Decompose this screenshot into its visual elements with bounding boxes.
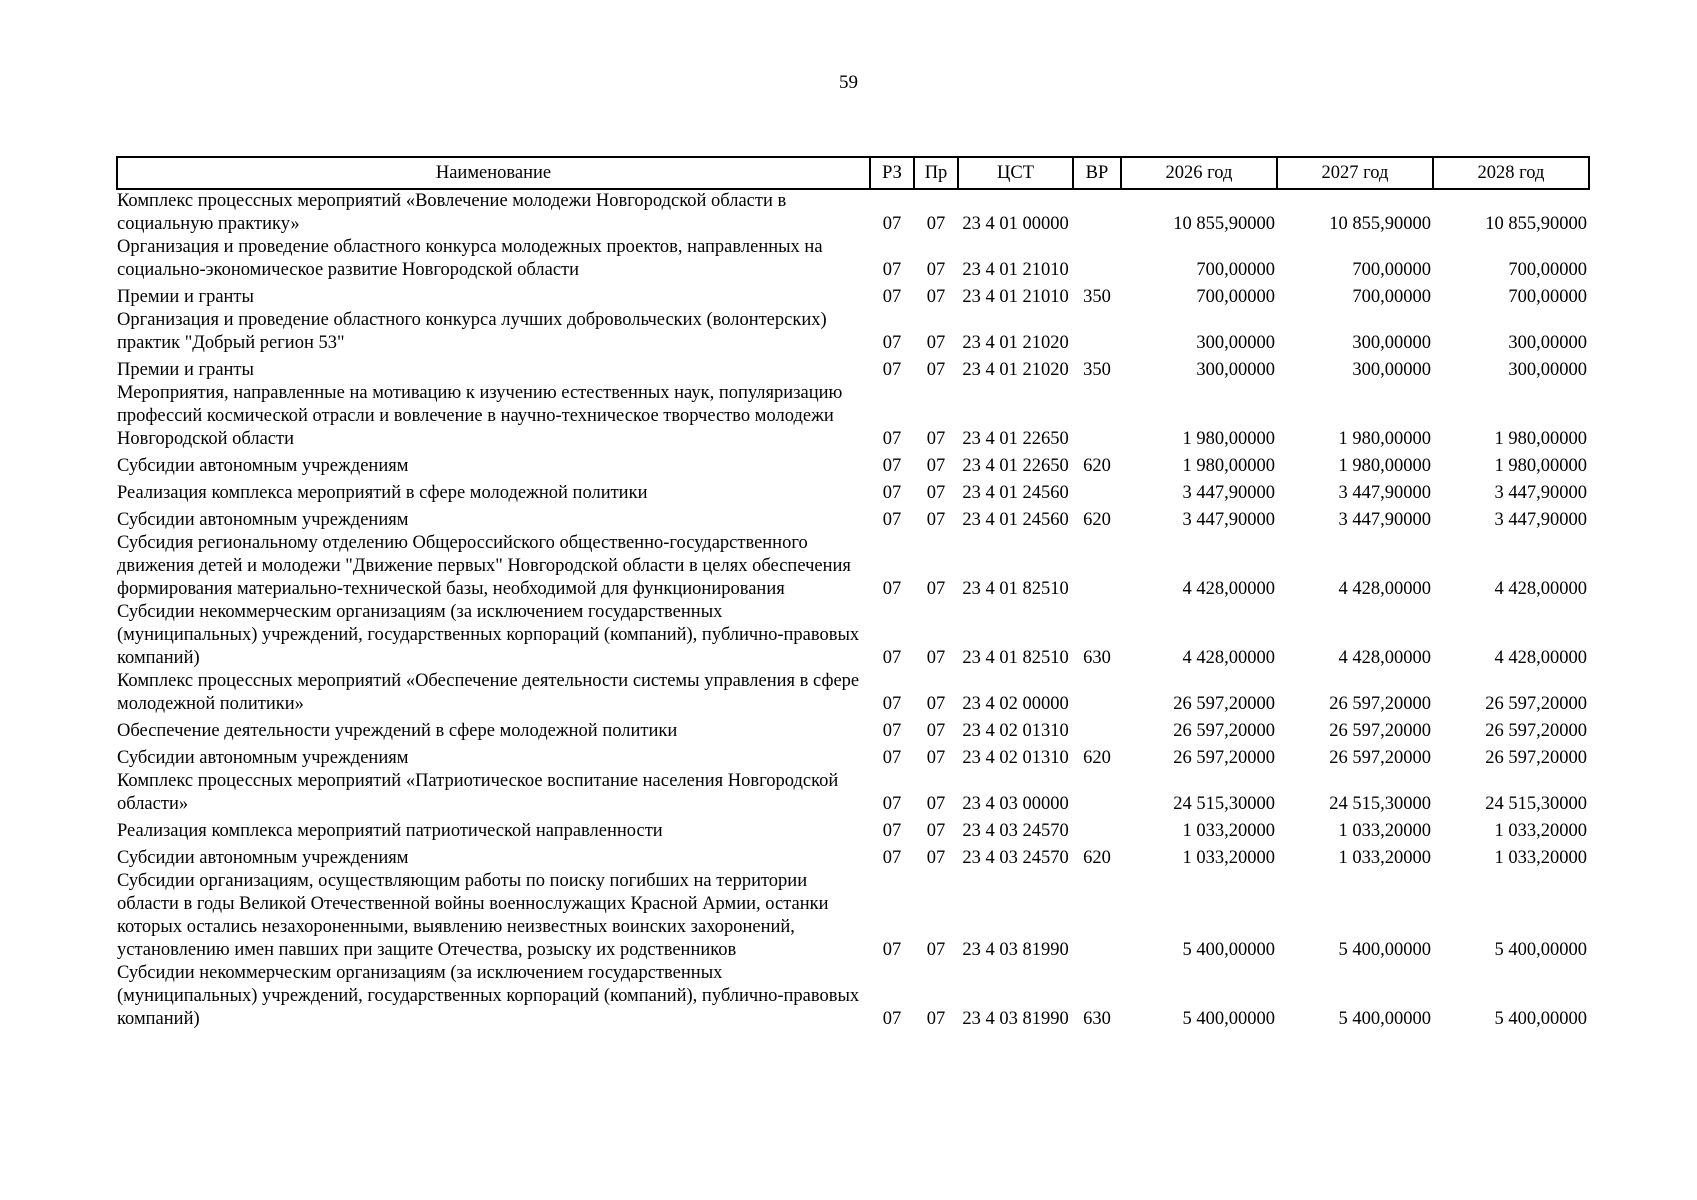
row-amount-2026: 700,00000	[1196, 260, 1275, 280]
row-amount-2028: 300,00000	[1508, 360, 1587, 380]
row-vr	[1073, 670, 1121, 716]
row-pr: 07	[926, 648, 946, 668]
row-name: Субсидии организациям, осуществляющим работы по поиску погибших на территории области в годы Великой Отечественной войны военнослужащих Красной Армии, останки которых остались незахороненными, выявлению неизвестных воинских захоронений, установлению имен павших при защите Отечества, розыску их родственников	[117, 871, 829, 960]
row-vr	[1073, 870, 1121, 962]
row-rz: 07	[882, 456, 902, 476]
row-name: Премии и гранты	[117, 360, 254, 380]
row-cst: 23 4 01 00000	[962, 214, 1069, 234]
row-amount-2027: 26 597,20000	[1329, 694, 1431, 714]
row-cst: 23 4 03 81990	[962, 1009, 1069, 1029]
row-rz: 07	[882, 794, 902, 814]
row-amount-2028: 3 447,90000	[1494, 483, 1587, 503]
row-amount-2027: 300,00000	[1352, 360, 1431, 380]
row-vr	[1073, 478, 1121, 505]
row-name: Субсидии автономным учреждениям	[117, 848, 409, 868]
row-cst: 23 4 03 00000	[962, 794, 1069, 814]
row-amount-2028: 26 597,20000	[1485, 748, 1587, 768]
header-name: Наименование	[117, 157, 870, 189]
row-cst: 23 4 01 22650	[962, 456, 1069, 476]
row-pr: 07	[926, 429, 946, 449]
row-amount-2026: 26 597,20000	[1173, 694, 1275, 714]
row-amount-2028: 1 033,20000	[1494, 848, 1587, 868]
row-name: Субсидии автономным учреждениям	[117, 510, 409, 530]
row-rz: 07	[882, 721, 902, 741]
table-row	[117, 451, 1589, 478]
row-amount-2028: 26 597,20000	[1485, 694, 1587, 714]
row-amount-2028: 26 597,20000	[1485, 721, 1587, 741]
row-rz: 07	[882, 333, 902, 353]
row-pr: 07	[926, 260, 946, 280]
row-amount-2027: 3 447,90000	[1338, 483, 1431, 503]
table-row	[117, 282, 1589, 309]
row-amount-2028: 10 855,90000	[1485, 214, 1587, 234]
row-cst: 23 4 01 24560	[962, 483, 1069, 503]
row-name: Субсидии некоммерческим организациям (за исключением государственных (муниципальных) учреждений, государственных корпораций (компаний), публично-правовых компаний)	[117, 602, 860, 668]
row-name: Комплекс процессных мероприятий «Патриотическое воспитание населения Новгородской области»	[117, 771, 839, 814]
header-cst: ЦСТ	[958, 157, 1073, 189]
row-amount-2026: 700,00000	[1196, 287, 1275, 307]
row-cst: 23 4 03 24570	[962, 821, 1069, 841]
row-vr: 620	[1083, 510, 1111, 530]
row-amount-2027: 5 400,00000	[1338, 940, 1431, 960]
row-amount-2027: 1 033,20000	[1338, 848, 1431, 868]
row-amount-2027: 300,00000	[1352, 333, 1431, 353]
row-rz: 07	[882, 260, 902, 280]
row-cst: 23 4 01 21010	[962, 260, 1069, 280]
table-row	[117, 770, 1589, 816]
row-amount-2026: 5 400,00000	[1182, 1009, 1275, 1029]
row-amount-2026: 4 428,00000	[1182, 579, 1275, 599]
row-amount-2027: 26 597,20000	[1329, 721, 1431, 741]
row-cst: 23 4 01 21020	[962, 333, 1069, 353]
row-vr	[1073, 189, 1121, 236]
row-cst: 23 4 03 81990	[962, 940, 1069, 960]
row-amount-2028: 1 980,00000	[1494, 456, 1587, 476]
header-2028: 2028 год	[1433, 157, 1589, 189]
row-name: Организация и проведение областного конкурса лучших добровольческих (волонтерских) практик "Добрый регион 53"	[117, 310, 827, 353]
row-amount-2027: 1 033,20000	[1338, 821, 1431, 841]
header-vr: ВР	[1073, 157, 1121, 189]
row-rz: 07	[882, 287, 902, 307]
row-name: Субсидия региональному отделению Общероссийского общественно-государственного движения детей и молодежи "Движение первых" Новгородской области в целях обеспечения формирования материально-технической базы, необходимой для функционирования	[117, 533, 851, 599]
row-pr: 07	[926, 579, 946, 599]
table-row	[117, 236, 1589, 282]
row-name: Субсидии автономным учреждениям	[117, 456, 409, 476]
row-amount-2026: 300,00000	[1196, 360, 1275, 380]
header-2027: 2027 год	[1277, 157, 1433, 189]
row-vr	[1073, 816, 1121, 843]
row-vr: 630	[1083, 648, 1111, 668]
row-cst: 23 4 02 01310	[962, 748, 1069, 768]
table-header-row	[117, 157, 1589, 189]
row-vr: 620	[1083, 456, 1111, 476]
row-vr	[1073, 309, 1121, 355]
table-row	[117, 532, 1589, 601]
row-pr: 07	[926, 483, 946, 503]
row-amount-2028: 4 428,00000	[1494, 579, 1587, 599]
row-vr	[1073, 236, 1121, 282]
table-row	[117, 743, 1589, 770]
row-rz: 07	[882, 821, 902, 841]
row-cst: 23 4 01 82510	[962, 648, 1069, 668]
header-rz: РЗ	[870, 157, 914, 189]
row-pr: 07	[926, 287, 946, 307]
table-row	[117, 962, 1589, 1031]
table-row	[117, 355, 1589, 382]
row-amount-2027: 700,00000	[1352, 287, 1431, 307]
table-row	[117, 670, 1589, 716]
row-amount-2026: 26 597,20000	[1173, 721, 1275, 741]
row-cst: 23 4 01 82510	[962, 579, 1069, 599]
table-row	[117, 601, 1589, 670]
row-vr	[1073, 770, 1121, 816]
row-amount-2027: 26 597,20000	[1329, 748, 1431, 768]
row-amount-2026: 1 980,00000	[1182, 429, 1275, 449]
row-amount-2028: 3 447,90000	[1494, 510, 1587, 530]
row-amount-2026: 5 400,00000	[1182, 940, 1275, 960]
row-pr: 07	[926, 360, 946, 380]
row-amount-2028: 5 400,00000	[1494, 940, 1587, 960]
table-row	[117, 382, 1589, 451]
row-amount-2028: 5 400,00000	[1494, 1009, 1587, 1029]
row-amount-2027: 3 447,90000	[1338, 510, 1431, 530]
row-cst: 23 4 03 24570	[962, 848, 1069, 868]
row-name: Премии и гранты	[117, 287, 254, 307]
table-row	[117, 843, 1589, 870]
row-vr: 350	[1083, 287, 1111, 307]
row-pr: 07	[926, 456, 946, 476]
row-rz: 07	[882, 648, 902, 668]
row-rz: 07	[882, 848, 902, 868]
row-amount-2028: 1 033,20000	[1494, 821, 1587, 841]
table-row	[117, 870, 1589, 962]
row-pr: 07	[926, 848, 946, 868]
row-amount-2026: 3 447,90000	[1182, 510, 1275, 530]
row-vr	[1073, 716, 1121, 743]
header-pr: Пр	[914, 157, 958, 189]
row-amount-2028: 24 515,30000	[1485, 794, 1587, 814]
row-pr: 07	[926, 821, 946, 841]
row-cst: 23 4 01 24560	[962, 510, 1069, 530]
row-name: Мероприятия, направленные на мотивацию к изучению естественных наук, популяризацию профессий космической отрасли и вовлечение в научно-техническое творчество молодежи Новгородской области	[117, 383, 843, 449]
row-cst: 23 4 01 22650	[962, 429, 1069, 449]
row-pr: 07	[926, 214, 946, 234]
table-row	[117, 505, 1589, 532]
header-2026: 2026 год	[1121, 157, 1277, 189]
row-name: Обеспечение деятельности учреждений в сфере молодежной политики	[117, 721, 678, 741]
table-row	[117, 189, 1589, 236]
row-name: Субсидии автономным учреждениям	[117, 748, 409, 768]
row-amount-2026: 10 855,90000	[1173, 214, 1275, 234]
row-amount-2028: 4 428,00000	[1494, 648, 1587, 668]
row-vr: 620	[1083, 848, 1111, 868]
row-rz: 07	[882, 214, 902, 234]
row-amount-2027: 5 400,00000	[1338, 1009, 1431, 1029]
row-amount-2027: 10 855,90000	[1329, 214, 1431, 234]
row-rz: 07	[882, 510, 902, 530]
table-row	[117, 478, 1589, 505]
row-name: Комплекс процессных мероприятий «Вовлечение молодежи Новгородской области в социальную практику»	[117, 191, 787, 234]
row-rz: 07	[882, 748, 902, 768]
row-amount-2027: 1 980,00000	[1338, 429, 1431, 449]
row-amount-2027: 4 428,00000	[1338, 648, 1431, 668]
row-pr: 07	[926, 333, 946, 353]
budget-table	[116, 156, 1590, 1031]
row-name: Субсидии некоммерческим организациям (за исключением государственных (муниципальных) учреждений, государственных корпораций (компаний), публично-правовых компаний)	[117, 963, 860, 1029]
row-rz: 07	[882, 360, 902, 380]
row-cst: 23 4 01 21020	[962, 360, 1069, 380]
row-amount-2028: 700,00000	[1508, 260, 1587, 280]
row-amount-2028: 300,00000	[1508, 333, 1587, 353]
row-rz: 07	[882, 1009, 902, 1029]
row-rz: 07	[882, 483, 902, 503]
row-amount-2028: 1 980,00000	[1494, 429, 1587, 449]
row-amount-2026: 4 428,00000	[1182, 648, 1275, 668]
row-pr: 07	[926, 1009, 946, 1029]
row-amount-2026: 300,00000	[1196, 333, 1275, 353]
row-name: Реализация комплекса мероприятий патриотической направленности	[117, 821, 663, 841]
table-body	[117, 189, 1589, 1031]
page-number: 59	[839, 72, 858, 93]
row-rz: 07	[882, 429, 902, 449]
row-pr: 07	[926, 510, 946, 530]
row-pr: 07	[926, 694, 946, 714]
row-cst: 23 4 02 01310	[962, 721, 1069, 741]
row-amount-2027: 24 515,30000	[1329, 794, 1431, 814]
row-pr: 07	[926, 794, 946, 814]
row-rz: 07	[882, 940, 902, 960]
row-amount-2026: 1 980,00000	[1182, 456, 1275, 476]
row-pr: 07	[926, 940, 946, 960]
row-name: Организация и проведение областного конкурса молодежных проектов, направленных на социально-экономическое развитие Новгородской области	[117, 237, 823, 280]
table-row	[117, 816, 1589, 843]
row-vr	[1073, 382, 1121, 451]
row-name: Комплекс процессных мероприятий «Обеспечение деятельности системы управления в сфере молодежной политики»	[117, 671, 860, 714]
row-amount-2027: 1 980,00000	[1338, 456, 1431, 476]
row-amount-2027: 4 428,00000	[1338, 579, 1431, 599]
row-amount-2028: 700,00000	[1508, 287, 1587, 307]
row-vr: 630	[1083, 1009, 1111, 1029]
row-amount-2027: 700,00000	[1352, 260, 1431, 280]
table-row	[117, 716, 1589, 743]
row-vr	[1073, 532, 1121, 601]
row-amount-2026: 1 033,20000	[1182, 848, 1275, 868]
row-cst: 23 4 02 00000	[962, 694, 1069, 714]
row-amount-2026: 24 515,30000	[1173, 794, 1275, 814]
row-rz: 07	[882, 579, 902, 599]
row-vr: 350	[1083, 360, 1111, 380]
table-row	[117, 309, 1589, 355]
row-amount-2026: 1 033,20000	[1182, 821, 1275, 841]
row-amount-2026: 26 597,20000	[1173, 748, 1275, 768]
row-cst: 23 4 01 21010	[962, 287, 1069, 307]
row-pr: 07	[926, 748, 946, 768]
row-rz: 07	[882, 694, 902, 714]
row-pr: 07	[926, 721, 946, 741]
row-vr: 620	[1083, 748, 1111, 768]
row-amount-2026: 3 447,90000	[1182, 483, 1275, 503]
row-name: Реализация комплекса мероприятий в сфере молодежной политики	[117, 483, 648, 503]
